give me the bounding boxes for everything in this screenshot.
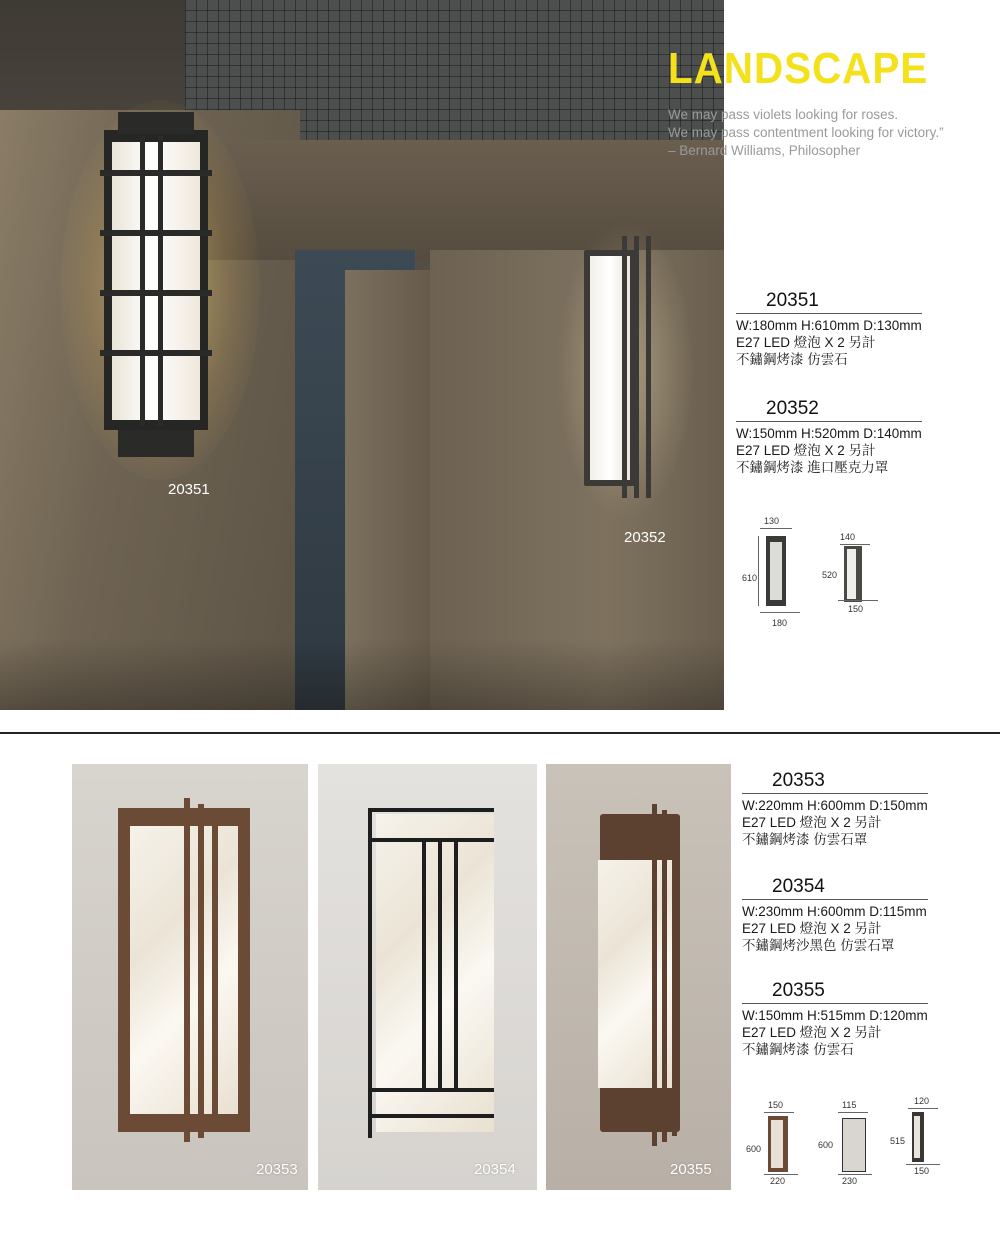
depth-value: 115 xyxy=(842,1100,857,1110)
spec-block xyxy=(736,290,922,368)
lamp-fin xyxy=(212,810,218,1132)
width-value: 150 xyxy=(914,1166,930,1176)
height-value: 600 xyxy=(746,1144,762,1154)
lamp-marble-shade xyxy=(598,860,672,1088)
product-label: 20355 xyxy=(670,1161,712,1178)
lamp-crossbar xyxy=(100,230,212,236)
height-value: 515 xyxy=(890,1136,906,1146)
lamp-thumbnail-shade xyxy=(914,1116,920,1158)
quote-line: – Bernard Williams, Philosopher xyxy=(668,143,861,158)
dimension-line xyxy=(838,1112,868,1113)
spec-line: 不鏽鋼烤漆 進口壓克力罩 xyxy=(736,460,889,475)
dimension-line xyxy=(908,1108,938,1109)
spec-line: W:180mm H:610mm D:130mm xyxy=(736,318,922,333)
dimension-diagram-20354 xyxy=(818,1100,888,1190)
dimension-line xyxy=(764,1112,794,1113)
lamp-crossbar xyxy=(100,170,212,176)
lamp-20351-image xyxy=(96,112,216,457)
dimension-line xyxy=(906,1164,940,1165)
lamp-crossbar xyxy=(100,350,212,356)
spec-block xyxy=(742,770,928,848)
lamp-thumbnail xyxy=(768,1116,788,1172)
product-label: 20354 xyxy=(474,1161,516,1178)
divider xyxy=(742,793,928,794)
spec-line: W:230mm H:600mm D:115mm xyxy=(742,904,927,919)
dimension-line xyxy=(840,544,870,545)
lamp-fin xyxy=(184,798,190,1142)
lamp-crossbar xyxy=(368,1088,494,1092)
dimension-diagram-20355 xyxy=(890,1096,960,1186)
depth-value: 150 xyxy=(768,1100,784,1110)
spec-line: 不鏽鋼烤漆 仿雲石 xyxy=(736,352,848,367)
spec-line: E27 LED 燈泡 X 2 另計 xyxy=(742,815,882,830)
product-code: 20355 xyxy=(772,980,825,1001)
lamp-fin xyxy=(634,236,639,498)
lamp-thumbnail xyxy=(842,1118,866,1172)
dimension-diagram-20352 xyxy=(820,532,890,617)
dimension-diagram-20351 xyxy=(740,516,820,631)
lamp-bottom-bar xyxy=(368,1114,494,1118)
depth-value: 120 xyxy=(914,1096,930,1106)
spec-line: W:150mm H:520mm D:140mm xyxy=(736,426,922,441)
divider xyxy=(742,899,928,900)
lamp-thumbnail-shade xyxy=(771,1120,783,1168)
lamp-upright xyxy=(140,136,145,426)
spec-line: E27 LED 燈泡 X 2 另計 xyxy=(742,1025,882,1040)
product-photo-20353 xyxy=(72,764,308,1190)
lamp-fin xyxy=(646,236,651,498)
product-photo-20354 xyxy=(318,764,537,1190)
lamp-upright xyxy=(158,136,163,426)
product-code: 20351 xyxy=(766,290,819,311)
product-code: 20353 xyxy=(772,770,825,791)
lamp-thumbnail xyxy=(844,546,862,602)
lamp-fin xyxy=(672,816,677,1136)
lamp-upright xyxy=(438,842,442,1088)
spec-line: W:220mm H:600mm D:150mm xyxy=(742,798,928,813)
spec-line: 不鏽鋼烤漆 仿雲石罩 xyxy=(742,832,868,847)
depth-value: 140 xyxy=(840,532,856,542)
page-title: LANDSCAPE xyxy=(668,44,929,93)
spec-line: W:150mm H:515mm D:120mm xyxy=(742,1008,928,1023)
lamp-alabaster-shade xyxy=(112,142,200,420)
product-code: 20352 xyxy=(766,398,819,419)
width-value: 150 xyxy=(848,604,864,614)
quote-line: We may pass contentment looking for victory.” xyxy=(668,125,944,140)
floor-shadow xyxy=(0,640,724,710)
lamp-thumbnail xyxy=(912,1112,924,1162)
quote xyxy=(668,106,988,160)
product-label: 20351 xyxy=(168,481,210,498)
lamp-marble-shade xyxy=(376,814,494,1132)
dimension-line xyxy=(838,1174,872,1175)
height-value: 610 xyxy=(742,573,758,583)
spec-line: E27 LED 燈泡 X 2 另計 xyxy=(736,443,876,458)
lamp-thumbnail-shade xyxy=(847,549,856,599)
divider xyxy=(736,313,922,314)
quote-line: We may pass violets looking for roses. xyxy=(668,107,899,122)
spec-line: E27 LED 燈泡 X 2 另計 xyxy=(742,921,882,936)
dimension-line xyxy=(764,1174,798,1175)
product-label: 20352 xyxy=(624,529,666,546)
spec-line: E27 LED 燈泡 X 2 另計 xyxy=(736,335,876,350)
lamp-upright xyxy=(454,842,458,1088)
lamp-upright xyxy=(422,842,426,1088)
lamp-fin xyxy=(652,804,657,1146)
lamp-foot xyxy=(118,430,194,457)
lamp-fin xyxy=(662,810,667,1142)
lamp-cap xyxy=(118,112,194,134)
spec-block xyxy=(736,398,922,476)
lamp-thumbnail xyxy=(766,536,786,606)
product-photo-20355 xyxy=(546,764,731,1190)
dimension-diagram-20353 xyxy=(746,1100,816,1190)
divider xyxy=(742,1003,928,1004)
lamp-crossbar xyxy=(100,290,212,296)
height-value: 600 xyxy=(818,1140,834,1150)
spec-block xyxy=(742,876,928,954)
lamp-fin xyxy=(622,236,627,498)
width-value: 180 xyxy=(772,618,788,628)
lamp-fin xyxy=(198,804,204,1138)
lamp-thumbnail-shade xyxy=(770,542,782,600)
dimension-line xyxy=(758,536,759,606)
depth-value: 130 xyxy=(764,516,780,526)
dimension-line xyxy=(760,612,800,613)
lamp-20352-image xyxy=(584,236,666,498)
section-divider xyxy=(0,732,1000,734)
divider xyxy=(736,421,922,422)
spec-block xyxy=(742,980,928,1058)
lamp-crossbar xyxy=(368,838,494,842)
dimension-line xyxy=(838,600,878,601)
lamp-top-bar xyxy=(368,808,494,812)
width-value: 230 xyxy=(842,1176,858,1186)
spec-line: 不鏽鋼烤沙黑色 仿雲石罩 xyxy=(742,938,895,953)
height-value: 520 xyxy=(822,570,838,580)
width-value: 220 xyxy=(770,1176,786,1186)
dimension-line xyxy=(760,528,792,529)
product-label: 20353 xyxy=(256,1161,298,1178)
hero-photo xyxy=(0,0,724,710)
product-code: 20354 xyxy=(772,876,825,897)
spec-line: 不鏽鋼烤漆 仿雲石 xyxy=(742,1042,854,1057)
